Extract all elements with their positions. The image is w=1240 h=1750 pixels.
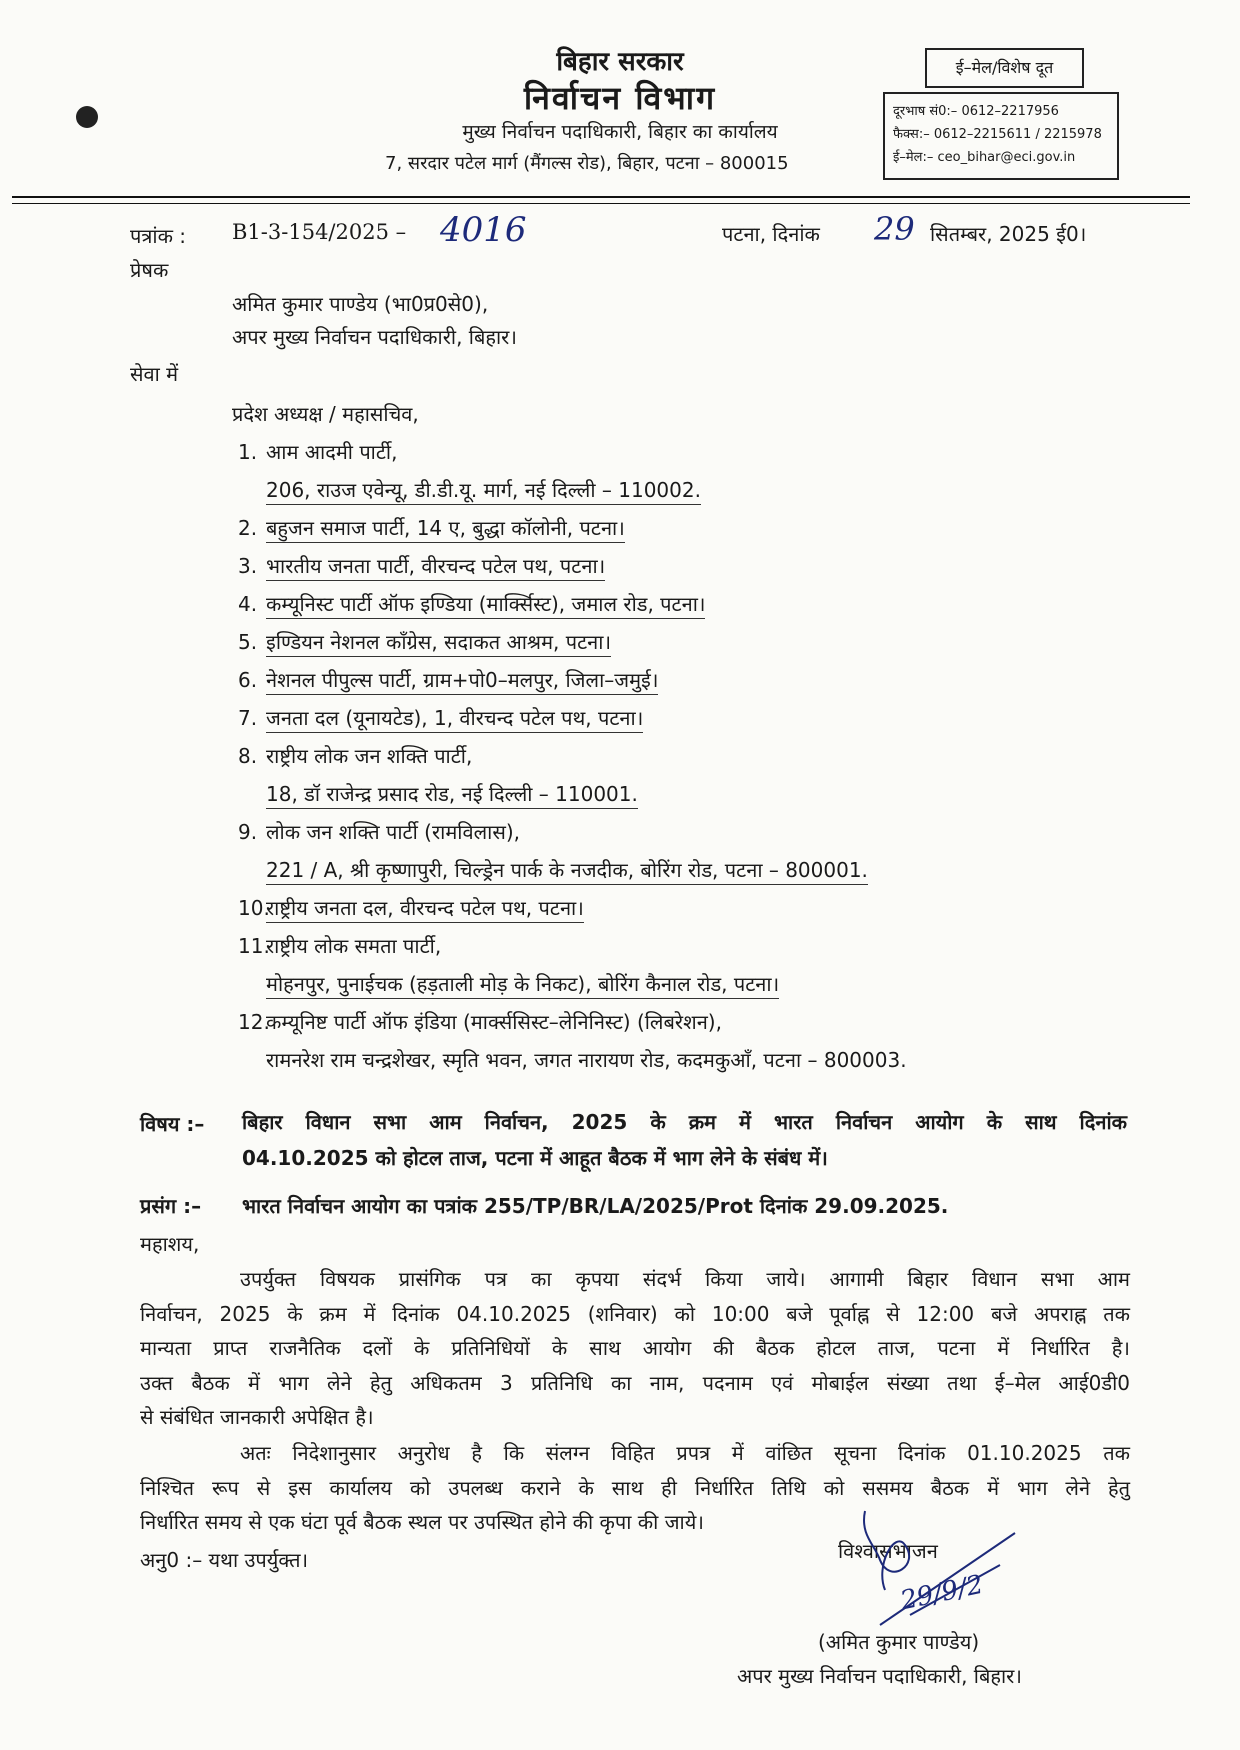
recipient-item: 5. इण्डियन नेशनल कॉंग्रेस, सदाकत आश्रम, पटना।: [238, 628, 1118, 666]
dispatch-mode-box: ई–मेल/विशेष दूत: [925, 48, 1084, 88]
contact-fax: फैक्स:– 0612–2215611 / 2215978: [893, 127, 1102, 142]
recipient-item: 1. आम आदमी पार्टी,: [238, 440, 398, 464]
contact-box: [883, 92, 1119, 180]
recipient-item: 4. कम्यूनिस्ट पार्टी ऑफ इण्डिया (मार्क्सिस्ट), जमाल रोड, पटना।: [238, 590, 1118, 628]
subject-label: विषय :–: [140, 1112, 205, 1136]
salutation: महाशय,: [140, 1232, 200, 1256]
recipient-item: 7. जनता दल (यूनायटेड), 1, वीरचन्द पटेल पथ, पटना।: [238, 704, 1118, 742]
signature-mark: [850, 1505, 1030, 1635]
sender-name: अमित कुमार पाण्डेय (भा0प्र0से0),: [232, 292, 489, 316]
ref-number: B1-3-154/2025 –: [232, 220, 407, 244]
recipient-address: 18, डॉ राजेन्द्र प्रसाद रोड, नई दिल्ली – 110001.: [266, 780, 638, 809]
header-govt: बिहार सरकार: [556, 47, 684, 77]
date-suffix: सितम्बर, 2025 ई0।: [930, 222, 1087, 246]
body-paragraph-2: अतः निदेशानुसार अनुरोध है कि संलग्न विहित प्रपत्र में वांछित सूचना दिनांक 01.10.2025 तक निश्चित रूप से इस कार्यालय को उपलब्ध कराने के साथ ही निर्धारित तिथि को ससमय बैठक में भाग लेने हेतु निर्धारित समय से एक घंटा पूर्व बैठक स्थल पर उपस्थित होने की कृपा की जाये।: [140, 1441, 1130, 1534]
header-rule-top: [12, 196, 1190, 198]
yours-faithfully: विश्वासभाजन: [838, 1539, 938, 1563]
enclosure-note: अनु0 :– यथा उपर्युक्त।: [140, 1548, 309, 1572]
ref-label: पत्रांक :: [130, 224, 187, 248]
sender-designation: अपर मुख्य निर्वाचन पदाधिकारी, बिहार।: [232, 325, 517, 349]
header-department: निर्वाचन विभाग: [523, 79, 717, 117]
reference-text: भारत निर्वाचन आयोग का पत्रांक 255/TP/BR/LA/2025/Prot दिनांक 29.09.2025.: [242, 1194, 949, 1218]
date-prefix: पटना, दिनांक: [722, 222, 820, 246]
punch-hole-mark: [76, 106, 98, 128]
recipient-item: 8. राष्ट्रीय लोक जन शक्ति पार्टी,: [238, 744, 473, 768]
recipient-address: रामनरेश राम चन्द्रशेखर, स्मृति भवन, जगत नारायण रोड, कदमकुआँ, पटना – 800003.: [266, 1048, 907, 1072]
to-label: सेवा में: [130, 362, 179, 386]
body-paragraph-1: उपर्युक्त विषयक प्रासंगिक पत्र का कृपया संदर्भ किया जाये। आगामी बिहार विधान सभा आम निर्वाचन, 2025 के क्रम में दिनांक 04.10.2025 (शनिवार) को 10:00 बजे पूर्वाह्न से 12:00 बजे अपराह्न तक मान्यता प्राप्त राजनैतिक दलों के प्रतिनिधियों के साथ आयोग की बैठक होटल ताज, पटना में निर्धारित है। उक्त बैठक में भाग लेने हेतु अधिकतम 3 प्रतिनिधि का नाम, पदनाम एवं मोबाईल संख्या तथा ई–मेल आई0डी0 से संबंधित जानकारी अपेक्षित है।: [140, 1267, 1130, 1429]
sender-label: प्रेषक: [130, 258, 169, 282]
recipient-address: 206, राउज एवेन्यू, डी.डी.यू. मार्ग, नई दिल्ली – 110002.: [266, 476, 701, 505]
recipient-item: 3. भारतीय जनता पार्टी, वीरचन्द पटेल पथ, पटना।: [238, 552, 1118, 590]
recipient-item: 12.कम्यूनिष्ट पार्टी ऑफ इंडिया (मार्क्ससिस्ट–लेनिनिस्ट) (लिबरेशन),: [238, 1010, 722, 1034]
to-heading: प्रदेश अध्यक्ष / महासचिव,: [232, 402, 419, 426]
signatory-name: (अमित कुमार पाण्डेय): [818, 1630, 980, 1654]
recipient-item: 6. नेशनल पीपुल्स पार्टी, ग्राम+पो0–मलपुर, जिला–जमुई।: [238, 666, 1118, 704]
reference-label: प्रसंग :–: [140, 1194, 202, 1218]
ref-handwritten-number: 4016: [440, 210, 527, 250]
recipient-item: 10.राष्ट्रीय जनता दल, वीरचन्द पटेल पथ, पटना।: [238, 894, 1118, 932]
recipient-item: 2. बहुजन समाज पार्टी, 14 ए, बुद्धा कॉलोनी, पटना।: [238, 514, 1118, 552]
date-handwritten-day: 29: [874, 210, 915, 248]
header-rule-bottom: [12, 203, 1190, 204]
contact-email: ई–मेल:– ceo_bihar@eci.gov.in: [893, 150, 1076, 165]
subject-text: बिहार विधान सभा आम निर्वाचन, 2025 के क्रम में भारत निर्वाचन आयोग के साथ दिनांक 04.10.2025 को होटल ताज, पटना में आहूत बैठक में भाग लेने के संबंध में।: [242, 1110, 1127, 1170]
recipient-item: 11.राष्ट्रीय लोक समता पार्टी,: [238, 934, 442, 958]
recipient-list: [238, 438, 1118, 1084]
recipient-address: मोहनपुर, पुनाईचक (हड़ताली मोड़ के निकट), बोरिंग कैनाल रोड, पटना।: [266, 970, 779, 999]
contact-phone: दूरभाष सं0:– 0612–2217956: [893, 104, 1059, 119]
recipient-address: 221 / A, श्री कृष्णापुरी, चिल्ड्रेन पार्क के नजदीक, बोरिंग रोड, पटना – 800001.: [266, 856, 868, 885]
header-office: मुख्य निर्वाचन पदाधिकारी, बिहार का कार्यालय: [462, 121, 778, 143]
signature-date: 29/9/2: [897, 1569, 986, 1617]
header-address: 7, सरदार पटेल मार्ग (मैंगल्स रोड), बिहार, पटना – 800015: [385, 153, 789, 174]
recipient-item: 9. लोक जन शक्ति पार्टी (रामविलास),: [238, 820, 521, 844]
signatory-designation: अपर मुख्य निर्वाचन पदाधिकारी, बिहार।: [737, 1664, 1022, 1688]
